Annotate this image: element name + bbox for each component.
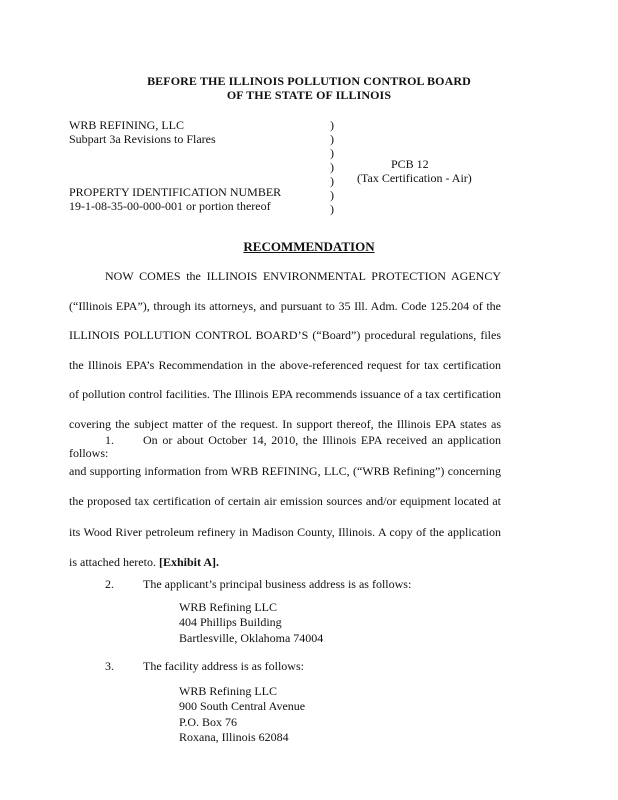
address-line: P.O. Box 76	[179, 714, 238, 729]
address-line: 404 Phillips Building	[179, 615, 282, 630]
caption-paren: )	[330, 160, 334, 174]
caption-paren: )	[330, 118, 334, 132]
address-line: 900 South Central Avenue	[179, 699, 306, 714]
paragraph-number: 1.	[105, 433, 114, 447]
paragraph-text: On or about October 14, 2010, the Illinois EPA received an application and supporting information from WRB REFINING, LLC, (“WRB Refining”) concerning the proposed tax certification of certain air emission sources and/or equipment located at its Wood River petroleum refinery in Madison County, Illinois. A copy of the application is attached hereto.	[69, 433, 501, 569]
case-number: PCB 12	[391, 157, 429, 171]
caption-paren: )	[330, 132, 334, 146]
numbered-paragraph-3	[69, 651, 501, 682]
exhibit-reference: [Exhibit A].	[158, 555, 219, 569]
board-heading-line2: OF THE STATE OF ILLINOIS	[226, 88, 392, 102]
paragraph-number: 3.	[105, 659, 114, 673]
board-heading-line1: BEFORE THE ILLINOIS POLLUTION CONTROL BOARD	[147, 74, 471, 88]
paragraph-text: The facility address is as follows:	[143, 659, 304, 673]
caption-paren: )	[330, 202, 334, 216]
address-line: WRB Refining LLC	[179, 600, 277, 614]
caption-party: WRB REFINING, LLC	[69, 118, 184, 132]
numbered-paragraph-1	[69, 425, 501, 578]
case-type: (Tax Certification - Air)	[357, 171, 472, 185]
caption-paren: )	[330, 174, 334, 188]
caption-property-label: PROPERTY IDENTIFICATION NUMBER	[69, 185, 282, 199]
address-line: Bartlesville, Oklahoma 74004	[179, 630, 324, 645]
document-title: RECOMMENDATION	[243, 239, 375, 254]
intro-paragraph: NOW COMES the ILLINOIS ENVIRONMENTAL PROTECTION AGENCY (“Illinois EPA”), through its attorneys, and pursuant to 35 Ill. Adm. Code 125.204 of the ILLINOIS POLLUTION CONTROL BOARD’S (“Board”) procedural regulations, files the Illinois EPA’s Recommendation in the above-referenced request for tax certification of pollution control facilities. The Illinois EPA recommends issuance of a tax certification covering the subject matter of the request. In support thereof, the Illinois EPA states as follows:	[69, 269, 501, 460]
business-address	[179, 600, 323, 646]
address-line: Roxana, Illinois 62084	[179, 729, 289, 744]
address-line: WRB Refining LLC	[179, 684, 277, 698]
caption-subject: Subpart 3a Revisions to Flares	[69, 132, 216, 146]
paragraph-number: 2.	[105, 577, 114, 591]
numbered-paragraph-2	[69, 569, 501, 600]
facility-address	[179, 684, 305, 745]
caption-paren: )	[330, 146, 334, 160]
caption-property-number: 19-1-08-35-00-000-001 or portion thereof	[69, 199, 271, 213]
caption-paren: )	[330, 188, 334, 202]
paragraph-text: The applicant’s principal business address is as follows:	[143, 577, 412, 591]
